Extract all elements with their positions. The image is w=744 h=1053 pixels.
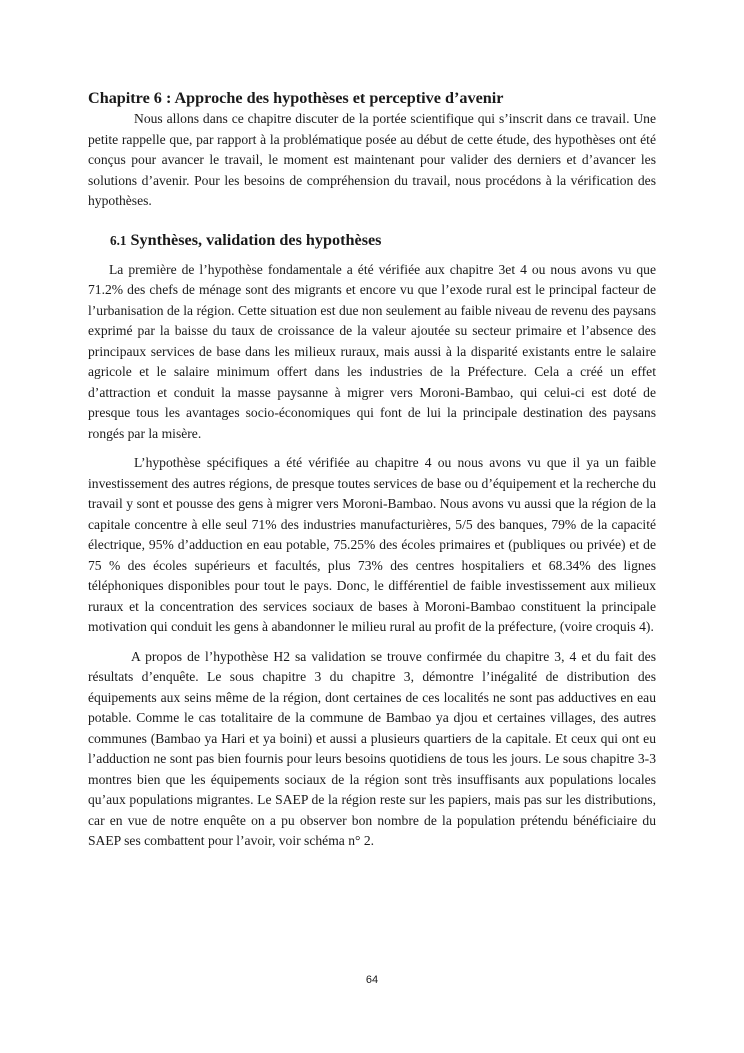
page-number: 64 [365, 974, 379, 986]
chapter-title: Chapitre 6 : Approche des hypothèses et perceptive d’avenir [88, 89, 504, 107]
section-title: Synthèses, validation des hypothèses [130, 230, 382, 249]
body-paragraph-3: A propos de l’hypothèse H2 sa validation se trouve confirmée du chapitre 3, 4 et du fait des résultats d’enquête. Le sous chapitre 3 du chapitre 3, démontre l’inégalité de distribution des équipements aux seins même de la région, dont certaines de ces localités ne sont pas adductives en eau potable. Comme le cas totalitaire de la commune de Bambao ya djou et certaines villages, des autres communes (Bambao ya Hari et ya boini) et aussi a plusieurs quartiers de la capitale. Et ceux qui ont eu l’adduction ne sont pas bien fournis pour leurs besoins quotidiens de tous les jours. Le sous chapitre 3-3 montres bien que les équipements sociaux de la région sont très insuffisants aux populations locales qu’aux populations migrantes. Le SAEP de la région reste sur les papiers, mais pas sur les distributions, car en vue de notre enquête on a pu observer bon nombre de la population prétendu bénéficiaire du SAEP ses combattent pour l’avoir, voir schéma n° 2. [88, 648, 656, 848]
body-paragraph-2: L’hypothèse spécifiques a été vérifiée au chapitre 4 ou nous avons vu que il ya un faible investissement des autres régions, de presque toutes services de base ou d’équipement et la recherche du travail y sont et pousse des gens à migrer vers Moroni-Bambao. Nous avons vu aussi que la région de la capitale concentre à elle seul 71% des industries manufacturières, 5/5 des banques, 79% de la capacité électrique, 95% d’adduction en eau potable, 75.25% des écoles primaires et (publiques ou privée) et de 75 % des écoles supérieurs et facultés, plus 73% des centres hospitaliers et 68.34% des lignes téléphoniques disponibles pour tout le pays. Donc, le différentiel de faible investissement aux milieux ruraux et la concentration des services sociaux de bases à Moroni-Bambao constituent la principale motivation qui conduit les gens à abandonner le milieu rural au profit de la préfecture, (voire croquis 4). [88, 455, 656, 634]
section-number: 6.1 [110, 232, 127, 248]
section-heading [110, 229, 656, 252]
body-paragraph-1: La première de l’hypothèse fondamentale a été vérifiée aux chapitre 3et 4 ou nous avons vu que 71.2% des chefs de ménage sont des migrants et encore vu que l’exode rural est le principal facteur de l’urbanisation de la région. Cette situation est due non seulement au faible niveau de revenu des paysans exprimé par la baisse du taux de croissance de la valeur ajoutée su secteur primaire et l’absence des principaux services de base dans les milieux ruraux, mais aussi à la disparité existants entre le salaire agricole et le salaire minimum offert dans les industries de la Préfecture. Cela a créé un effet d’attraction et conduit la masse paysanne à migrer vers Moroni-Bambao, qui celui-ci est doté de presque tous les avantages socio-économiques qui font de lui la principale destination des paysans rongés par la misère. [88, 261, 656, 441]
chapter-intro-paragraph: Nous allons dans ce chapitre discuter de la portée scientifique qui s’inscrit dans ce travail. Une petite rappelle que, par rapport à la problématique posée au début de cette étude, des hypothèses ont été conçus pour avancer le travail, le moment est maintenant pour valider des derniers et d’avancer les solutions d’avenir. Pour les besoins de compréhension du travail, nous procédons à la vérification des hypothèses. [88, 111, 656, 208]
document-page [88, 88, 656, 852]
